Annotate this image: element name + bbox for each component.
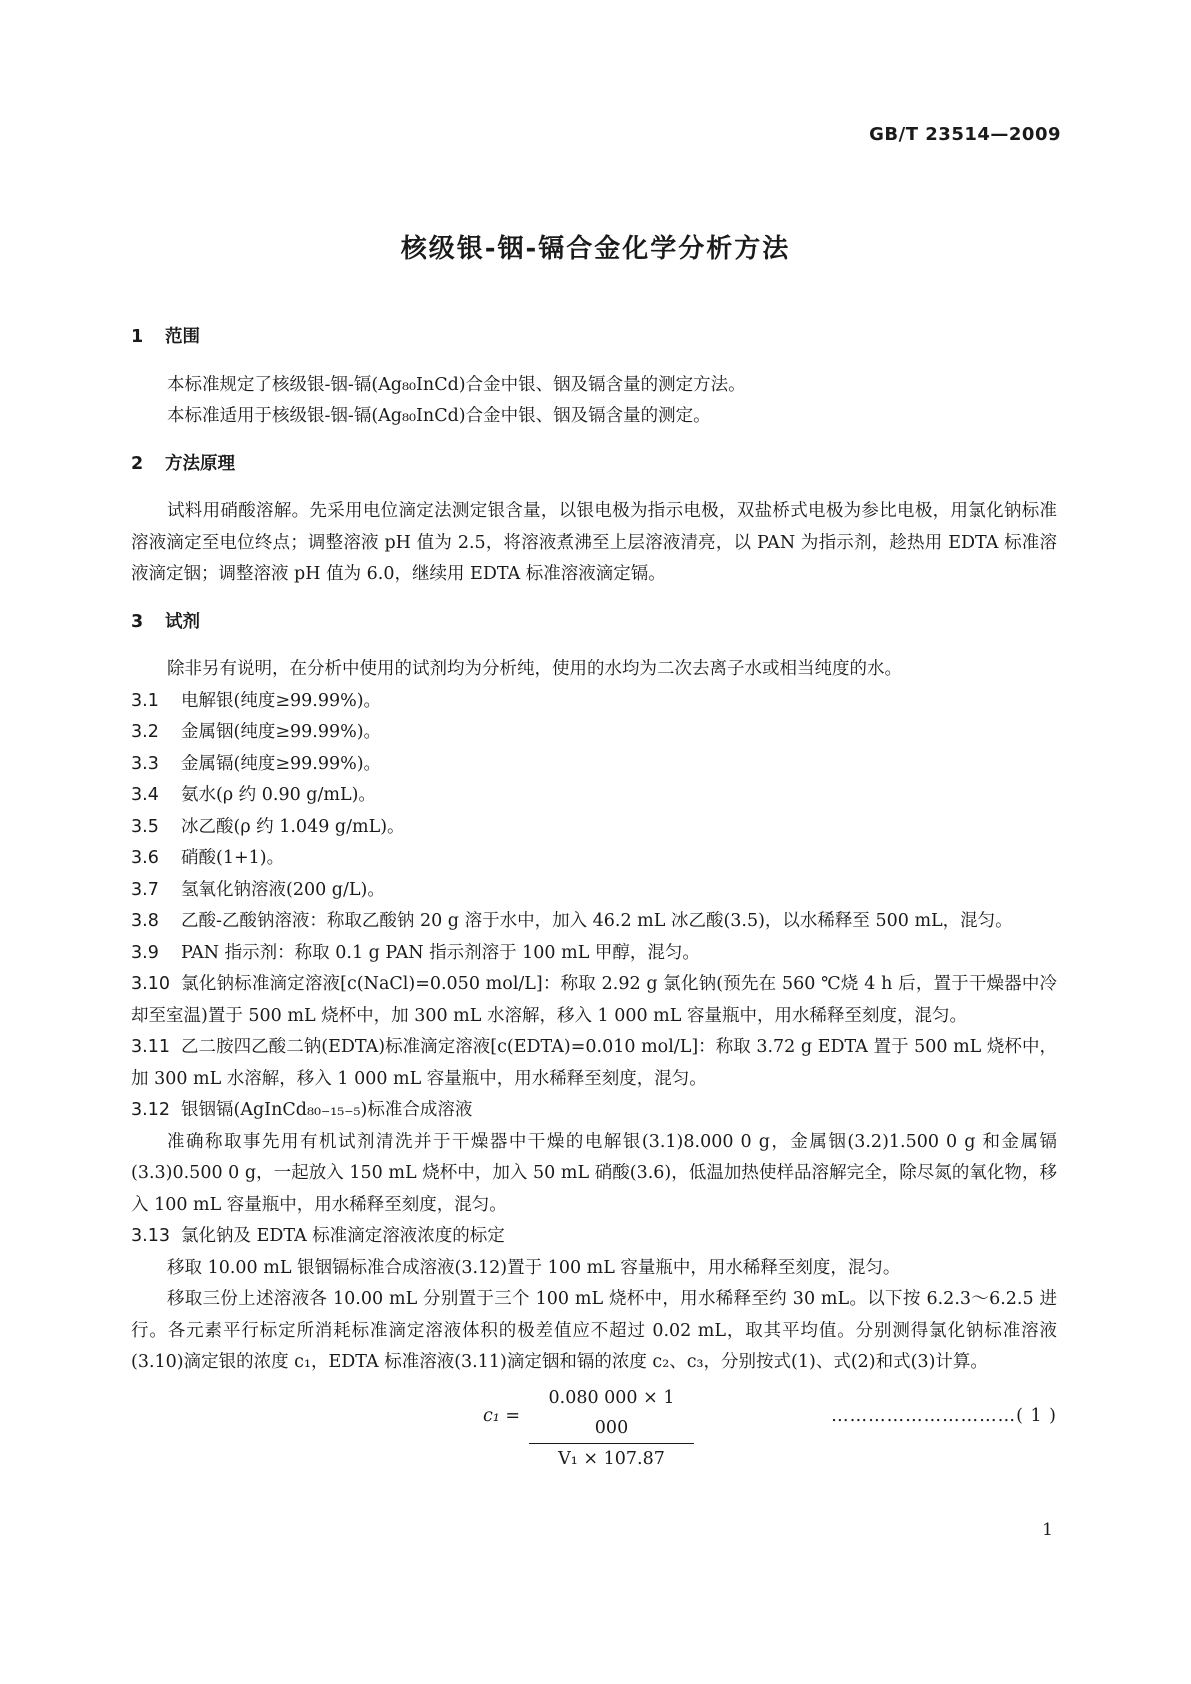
- reagent-item: 3.5 冰乙酸(ρ 约 1.049 g/mL)。: [131, 816, 405, 837]
- reagent-item: 3.3 金属镉(纯度≥99.99%)。: [131, 753, 382, 774]
- document-title: 核级银-铟-镉合金化学分析方法: [400, 234, 791, 264]
- reagent-item: 3.8 乙酸-乙酸钠溶液：称取乙酸钠 20 g 溶于水中，加入 46.2 mL 冰乙酸(3.5)，以水稀释至 500 mL，混匀。: [131, 911, 1013, 931]
- reagent-item: 3.9 PAN 指示剂：称取 0.1 g PAN 指示剂溶于 100 mL 甲醇，混匀。: [131, 942, 700, 963]
- section-heading-3: 3 试剂: [131, 611, 200, 632]
- formula-1: [131, 1383, 1057, 1469]
- formula-tag: ( 1 ): [1016, 1405, 1057, 1426]
- paragraph: 移取 10.00 mL 银铟镉标准合成溶液(3.12)置于 100 mL 容量瓶中，用水稀释至刻度，混匀。: [167, 1257, 901, 1278]
- formula-denominator: V₁ × 107.87: [558, 1448, 665, 1469]
- formula-fraction: [529, 1383, 694, 1474]
- paragraph: 本标准规定了核级银-铟-镉(Ag₈₀InCd)合金中银、铟及镉含量的测定方法。: [167, 374, 746, 395]
- paragraph: 除非另有说明，在分析中使用的试剂均为分析纯，使用的水均为二次去离子水或相当纯度的水。: [167, 659, 902, 679]
- page-number: 1: [1042, 1520, 1053, 1540]
- formula-lhs: c₁ =: [483, 1405, 521, 1426]
- standard-number: GB/T 23514—2009: [869, 124, 1061, 145]
- reagent-item: 3.1 电解银(纯度≥99.99%)。: [131, 690, 382, 711]
- formula-leader: …………………………( 1 ): [831, 1405, 1057, 1426]
- reagent-item: 3.4 氨水(ρ 约 0.90 g/mL)。: [131, 785, 376, 805]
- section-heading-1: 1 范围: [131, 327, 200, 347]
- formula-numerator: 0.080 000 × 1 000: [529, 1383, 694, 1444]
- reagent-item: 3.2 金属铟(纯度≥99.99%)。: [131, 722, 382, 742]
- paragraph: 移取三份上述溶液各 10.00 mL 分别置于三个 100 mL 烧杯中，用水稀释至约 30 mL。以下按 6.2.3～6.2.5 进行。各元素平行标定所消耗标准滴定溶液体积的极差值应不超过 0.02 mL，取其平均值。分别测得氯化钠标准溶液(3.10)滴定银的浓度 c₁，EDTA 标准溶液(3.11)滴定铟和镉的浓度 c₂、c₃，分别按式(1)、式(2)和式(3)计算。: [131, 1289, 1057, 1372]
- reagent-item: 3.13 氯化钠及 EDTA 标准滴定溶液浓度的标定: [131, 1226, 505, 1246]
- section-heading-2: 2 方法原理: [131, 453, 235, 474]
- paragraph: 试料用硝酸溶解。先采用电位滴定法测定银含量，以银电极为指示电极，双盐桥式电极为参比电极，用氯化钠标准溶液滴定至电位终点；调整溶液 pH 值为 2.5，将溶液煮沸至上层溶液清亮，以 PAN 为指示剂，趁热用 EDTA 标准溶液滴定铟；调整溶液 pH 值为 6.0，继续用 EDTA 标准溶液滴定镉。: [131, 501, 1057, 584]
- reagent-item: 3.11 乙二胺四乙酸二钠(EDTA)标准滴定溶液[c(EDTA)=0.010 mol/L]：称取 3.72 g EDTA 置于 500 mL 烧杯中，加 300 mL 水溶解，移入 1 000 mL 容量瓶中，用水稀释至刻度，混匀。: [131, 1037, 1057, 1089]
- document-body: [131, 322, 1057, 1469]
- paragraph: 准确称取事先用有机试剂清洗并于干燥器中干燥的电解银(3.1)8.000 0 g，金属铟(3.2)1.500 0 g 和金属镉(3.3)0.500 0 g，一起放入 150 mL 烧杯中，加入 50 mL 硝酸(3.6)，低温加热使样品溶解完全，除尽氮的氧化物，移入 100 mL 容量瓶中，用水稀释至刻度，混匀。: [131, 1131, 1057, 1215]
- paragraph: 本标准适用于核级银-铟-镉(Ag₈₀InCd)合金中银、铟及镉含量的测定。: [167, 406, 711, 426]
- reagent-item: 3.6 硝酸(1+1)。: [131, 848, 285, 868]
- reagent-item: 3.12 银铟镉(AgInCd₈₀₋₁₅₋₅)标准合成溶液: [131, 1100, 473, 1120]
- reagent-item: 3.7 氢氧化钠溶液(200 g/L)。: [131, 879, 385, 900]
- reagent-item: 3.10 氯化钠标准滴定溶液[c(NaCl)=0.050 mol/L]：称取 2.92 g 氯化钠(预先在 560 ℃烧 4 h 后，置于干燥器中冷却至室温)置于 500 mL 烧杯中，加 300 mL 水溶解，移入 1 000 mL 容量瓶中，用水稀释至刻度，混匀。: [131, 974, 1057, 1026]
